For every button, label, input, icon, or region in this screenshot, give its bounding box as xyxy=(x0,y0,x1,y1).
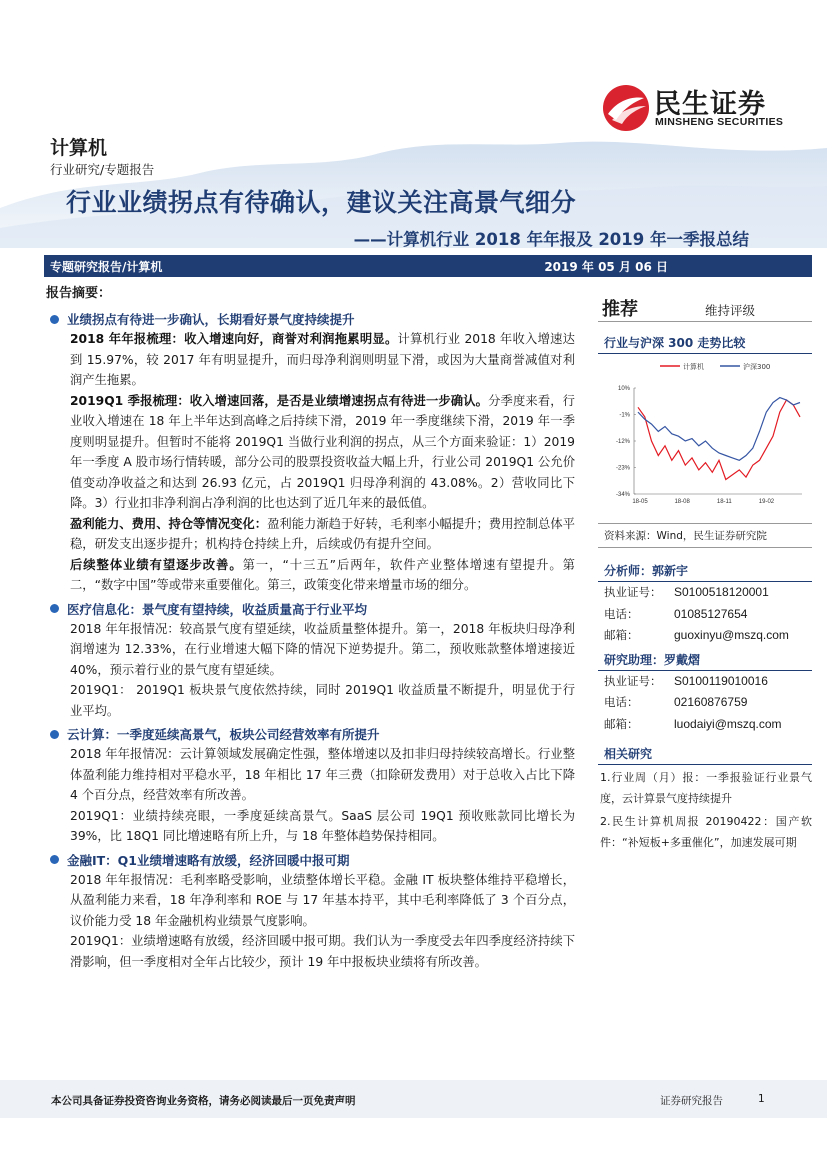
rating: 推荐 xyxy=(602,299,638,320)
page-number: 1 xyxy=(758,1093,765,1105)
paragraph xyxy=(70,391,575,514)
paragraph-lead: 后续整体业绩有望逐步改善。 xyxy=(70,557,243,572)
info-value: S0100518120001 xyxy=(674,585,769,599)
paragraph xyxy=(70,806,575,847)
y-tick-label: -34% xyxy=(615,492,630,498)
assistant-info xyxy=(598,671,812,736)
paragraph-text: 2019Q1： 2019Q1 板块景气度依然持续，同时 2019Q1 收益质量不断提升，明显优于行业平均。 xyxy=(70,683,575,718)
paragraph-text: 计算机行业 2018 年收入增速达到 15.97%，较 2017 年有明显提升，而归母净利润则明显下滑，或因为大量商誉减值对利润产生拖累。 xyxy=(70,332,575,387)
analyst-heading: 分析师：郭新宇 xyxy=(598,560,812,582)
bullet-icon xyxy=(50,315,59,324)
bullet-icon xyxy=(50,604,59,613)
abstract-label: 报告摘要： xyxy=(46,286,112,301)
x-tick-label: 18-05 xyxy=(632,499,648,505)
report-date: 2019 年 05 月 06 日 xyxy=(544,260,668,274)
section-heading-text: 医疗信息化：景气度有望持续，收益质量高于行业平均 xyxy=(67,601,368,617)
y-tick-label: 10% xyxy=(617,386,630,392)
info-row xyxy=(598,692,812,714)
paragraph xyxy=(70,931,575,972)
paragraph-text: 2018 年年报情况：云计算领域发展确定性强，整体增速以及扣非归母持续较高增长。行业整体盈利能力维持相对平稳水平，18 年相比 17 年三费（扣除研发费用）对于总收入占比下降 4 个百分点，经营效率有所改善。 xyxy=(70,747,575,802)
paragraph xyxy=(70,619,575,681)
paragraph-text: 第一，“十三五”后两年，软件产业整体增速有望提升。第二，“数字中国”等或带来重要催化。第三，政策变化带来增量市场的细分。 xyxy=(70,557,575,592)
abstract-sections xyxy=(44,309,584,972)
y-tick-label: -1% xyxy=(619,412,630,419)
series-line xyxy=(638,400,800,480)
minsheng-logo xyxy=(602,82,802,132)
paragraph-text: 2018 年年报情况：较高景气度有望延续，收益质量整体提升。第一，2018 年板块归母净利润增速为 12.33%，在行业增速大幅下降的情况下逆势提升。第二，预收账款整体增速接近 40%，预示着行业的景气度有望延续。 xyxy=(70,621,575,677)
section-heading-text: 业绩拐点有待进一步确认，长期看好景气度持续提升 xyxy=(67,312,355,327)
paragraph xyxy=(70,870,575,932)
info-row xyxy=(598,582,812,604)
paragraph xyxy=(70,744,575,806)
info-key: 电话： xyxy=(604,695,639,709)
section-heading xyxy=(50,724,584,744)
report-title: 行业业绩拐点有待确认，建议关注高景气细分 xyxy=(66,188,577,217)
section-heading xyxy=(50,599,584,619)
sidebar xyxy=(598,282,812,853)
info-row xyxy=(598,625,812,647)
report-info-bar xyxy=(44,255,812,277)
info-value: 01085127654 xyxy=(674,606,748,621)
analyst-info xyxy=(598,582,812,647)
info-key: 执业证号： xyxy=(604,673,662,688)
section-heading xyxy=(50,850,584,870)
paragraph-text: 2019Q1：业绩持续亮眼，一季度延续高景气。SaaS 层公司 19Q1 预收账款同比增长为 39%，比 18Q1 同比增速略有所上升，与 18 年整体趋势保持相同。 xyxy=(70,808,575,843)
info-key: 邮箱： xyxy=(604,716,639,731)
info-key: 电话： xyxy=(604,606,639,621)
section-heading-text: 云计算：一季度延续高景气，板块公司经营效率有所提升 xyxy=(67,727,380,742)
paragraph-text: 分季度来看，行业收入增速在 18 年上半年达到高峰之后持续下滑，2019 年一季度继续下滑，2019 年一季度则明显提升。但暂时不能将 2019Q1 当做行业利润的拐点，从三个方面来验证：1）2019 年一季度 A 股市场行情转暖，部分公司的股票投资收益大幅上升，行业公司 2019Q1 公允价值变动净收益之和达到 26.93 亿元，占 2019Q1 归母净利润的 43.08%。2）营收同比下降。3）行业扣非净利润占净利润的比也达到了近几年来的最低值。 xyxy=(70,393,575,510)
series-line xyxy=(638,398,800,461)
rating-sub: 维持评级 xyxy=(705,303,756,318)
report-subtitle: ——计算机行业 2018 年年报及 2019 年一季报总结 xyxy=(353,230,749,249)
info-row xyxy=(598,714,812,736)
paragraph xyxy=(70,680,575,721)
info-row xyxy=(598,604,812,626)
paragraph xyxy=(70,555,575,596)
info-key: 执业证号： xyxy=(604,585,662,599)
section-heading xyxy=(50,309,584,329)
info-value[interactable]: luodaiyi@mszq.com xyxy=(674,716,782,731)
paragraph xyxy=(70,514,575,555)
x-tick-label: 18-11 xyxy=(716,499,732,505)
sector-name: 计算机 xyxy=(50,137,108,159)
trend-chart-svg xyxy=(598,354,812,524)
info-value: S0100119010016 xyxy=(674,673,768,688)
info-key: 邮箱： xyxy=(604,628,639,642)
paragraph-text: 盈利能力渐趋于好转，毛利率小幅提升；费用控制总体平稳，研发支出逐步提升；机构持仓持续上升，后续或仍有提升空间。 xyxy=(70,516,575,551)
bullet-icon xyxy=(50,730,59,739)
info-row xyxy=(598,671,812,693)
logo-chinese-text: 民生证券 xyxy=(654,89,766,120)
y-tick-label: -12% xyxy=(615,439,630,445)
related-research-heading: 相关研究 xyxy=(598,743,812,765)
footer-disclaimer: 本公司具备证券投资咨询业务资格，请务必阅读最后一页免责声明 xyxy=(51,1095,356,1107)
abstract-column xyxy=(44,282,584,972)
rating-row xyxy=(598,282,812,322)
y-tick-label: -23% xyxy=(615,465,630,472)
paragraph-lead: 2018 年年报梳理：收入增速向好，商誉对利润拖累明显。 xyxy=(70,332,398,346)
x-tick-label: 18-08 xyxy=(674,499,690,505)
x-tick-label: 19-02 xyxy=(758,499,775,505)
footer-label: 证券研究报告 xyxy=(660,1095,723,1107)
trend-chart xyxy=(598,354,812,524)
assistant-heading: 研究助理：罗戴熠 xyxy=(598,649,812,671)
legend-label: 计算机 xyxy=(683,363,704,371)
info-value[interactable]: guoxinyu@mszq.com xyxy=(674,628,789,642)
chart-title: 行业与沪深 300 走势比较 xyxy=(598,332,812,354)
related-research-list xyxy=(598,767,812,853)
legend-label: 沪深300 xyxy=(743,363,771,371)
report-category: 专题研究报告/计算机 xyxy=(50,260,163,274)
logo-emblem-icon xyxy=(602,84,650,132)
bullet-icon xyxy=(50,855,59,864)
section-heading-text: 金融IT：Q1业绩增速略有放缓，经济回暖中报可期 xyxy=(67,852,350,868)
paragraph-text: 2019Q1：业绩增速略有放缓，经济回暖中报可期。我们认为一季度受去年四季度经济持续下滑影响，但一季度相对全年占比较少，预计 19 年中报板块业绩将有所改善。 xyxy=(70,934,575,969)
logo-english-text: MINSHENG SECURITIES xyxy=(655,116,784,128)
chart-source: 资料来源：Wind，民生证券研究院 xyxy=(598,524,812,548)
info-value: 02160876759 xyxy=(674,695,748,709)
report-type: 行业研究/专题报告 xyxy=(50,162,155,177)
paragraph xyxy=(70,329,575,391)
paragraph-lead: 盈利能力、费用、持仓等情况变化： xyxy=(70,516,268,531)
paragraph-text: 2018 年年报情况：毛利率略受影响，业绩整体增长平稳。金融 IT 板块整体维持平稳增长，从盈利能力来看，18 年净利率和 ROE 与 17 年基本持平，其中毛利率降低了 3 个百分点，议价能力受 18 年金融机构业绩景气度影响。 xyxy=(70,872,575,928)
related-research-item[interactable]: 2.民生计算机周报 20190422：国产软件：“补短板+多重催化”，加速发展可期 xyxy=(600,815,812,849)
related-research-item[interactable]: 1.行业周（月）报：一季报验证行业景气度，云计算景气度持续提升 xyxy=(600,771,812,805)
paragraph-lead: 2019Q1 季报梳理：收入增速回落，是否是业绩增速拐点有待进一步确认。 xyxy=(70,393,489,408)
